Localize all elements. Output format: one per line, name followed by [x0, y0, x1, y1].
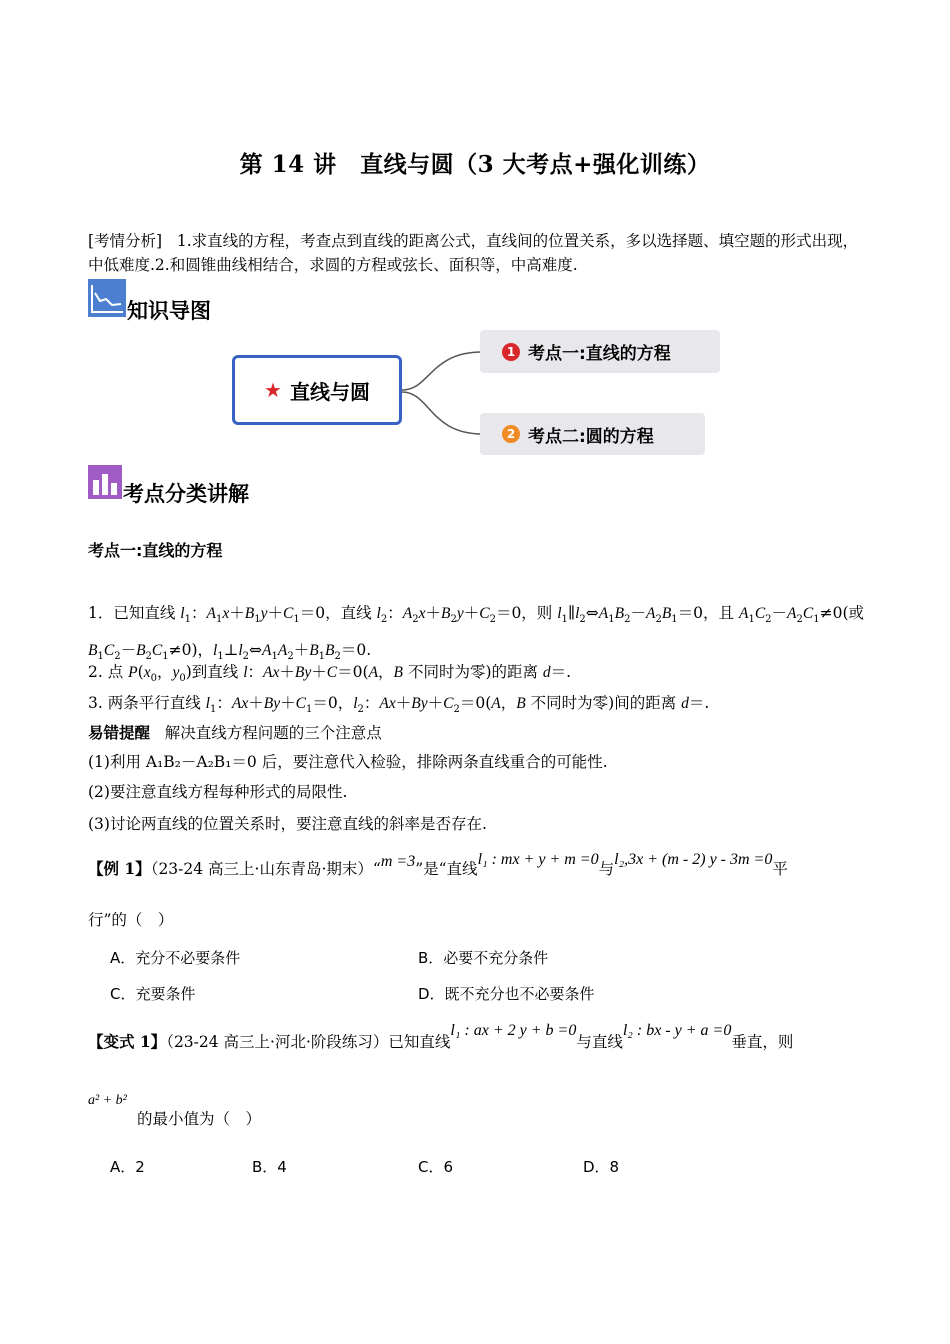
variant-1-option-c[interactable]: C．6	[418, 1158, 454, 1176]
mindmap-branch-2-label: 考点二:圆的方程	[528, 426, 654, 447]
example-1-question-end: 行”的（ ）	[88, 911, 174, 929]
quote-open: “	[372, 860, 381, 878]
example-1-text-b: 与	[598, 860, 615, 878]
topic-1-heading: 考点一:直线的方程	[88, 541, 223, 560]
example-1-line-1: l₁ : mx + y + m =0	[477, 851, 599, 868]
knowledge-item-2: 2. 点 $P(x_0$，$y_0$)到直线 l：Ax＋By＋C＝0(A，B 不同时为零)的距离 d＝.	[88, 663, 572, 685]
mindmap-branch-1	[480, 330, 720, 373]
topic-explanation-heading: 考点分类讲解	[123, 482, 249, 506]
example-1-text-c: 平	[772, 860, 788, 878]
variant-1-tail: 的最小值为（ ）	[137, 1110, 262, 1128]
example-1-option-d[interactable]: D．既不充分也不必要条件	[418, 985, 595, 1003]
mindmap-branch-2	[480, 413, 705, 455]
example-1-option-b[interactable]: B．必要不充分条件	[418, 949, 549, 967]
star-icon: ★	[264, 378, 282, 402]
example-1-option-a[interactable]: A．充分不必要条件	[110, 949, 241, 967]
variant-1-line-2: l₂ : bx - y + a =0	[622, 1022, 732, 1039]
variant-1-line-1: l₁ : ax + 2 y + b =0	[450, 1022, 577, 1039]
analysis-paragraph	[88, 229, 868, 277]
knowledge-map-heading: 知识导图	[127, 299, 211, 323]
analysis-label: [考情分析]	[88, 232, 163, 250]
bar-chart-icon	[88, 465, 122, 499]
knowledge-item-1: 1．已知直线 $l_1$：$A_1x+B_1y+C_1=0$，直线 $l_2$：$A_2x+B_2y+C_2=0$，则 $l_1\parallel l_2\Leftrightarrow A_1B_2-A_2B_1=0$，且 $A_1C_2-A_2C_1\ne 0$(或 $B_1C_2-B_2C_1\ne 0$)，$l_1\perp l_2\Leftrightarrow A_1A_2+B_1B_2=0$.	[88, 604, 865, 663]
tip-item-3: (3)讨论两直线的位置关系时，要注意直线的斜率是否存在.	[88, 815, 487, 833]
knowledge-item-3: 3. 两条平行直线 $l_1$：$Ax+By+C_1=0$，$l_2$：$Ax+By+C_2=0(A$，B 不同时为零)间的距离 d＝.	[88, 694, 710, 716]
variant-1-question	[88, 1022, 868, 1052]
mindmap-center-label: 直线与圆	[289, 379, 370, 404]
mindmap-branch-1-label: 考点一:直线的方程	[528, 344, 671, 364]
chart-line-icon	[88, 279, 126, 317]
variant-1-text-end: 垂直，则	[731, 1033, 794, 1051]
mindmap-center-node	[232, 355, 402, 425]
example-1-condition: m =3	[380, 853, 416, 870]
tips-text: 解决直线方程问题的三个注意点	[164, 724, 382, 742]
variant-1-expression: a² + b²	[88, 1093, 127, 1108]
mindmap-connectors	[400, 340, 490, 450]
example-1-label: 【例 1】	[88, 859, 151, 878]
page-title: 第 14 讲 直线与圆（3 大考点+强化训练）	[239, 151, 711, 178]
variant-1-text-mid: 与直线	[576, 1033, 623, 1051]
example-1-option-c[interactable]: C．充要条件	[110, 985, 196, 1003]
example-1-source: （23-24 高三上·山东青岛·期末）	[150, 860, 373, 878]
tips-heading-line	[88, 721, 868, 745]
variant-1-source: （23-24 高三上·河北·阶段练习）已知直线	[166, 1033, 451, 1051]
example-1-text-a: ”是“直线	[415, 860, 478, 878]
tips-label: 易错提醒	[88, 723, 151, 742]
example-1-line-2: l₂,3x + (m - 2) y - 3m =0	[614, 851, 773, 868]
variant-1-label: 【变式 1】	[88, 1032, 167, 1051]
variant-1-option-b[interactable]: B．4	[252, 1158, 287, 1176]
example-1-question	[88, 851, 868, 879]
analysis-text: 1.求直线的方程，考查点到直线的距离公式，直线间的位置关系，多以选择题、填空题的形式出现，中低难度.2.和圆锥曲线相结合，求圆的方程或弦长、面积等，中高难度.	[88, 232, 859, 274]
number-1-icon: 1	[502, 343, 520, 361]
number-2-icon: 2	[502, 425, 520, 443]
tip-item-2: (2)要注意直线方程每种形式的局限性.	[88, 783, 348, 801]
tip-item-1: (1)利用 A₁B₂－A₂B₁＝0 后，要注意代入检验，排除两条直线重合的可能性.	[88, 753, 608, 771]
variant-1-option-a[interactable]: A．2	[110, 1158, 145, 1176]
variant-1-option-d[interactable]: D．8	[583, 1158, 620, 1176]
